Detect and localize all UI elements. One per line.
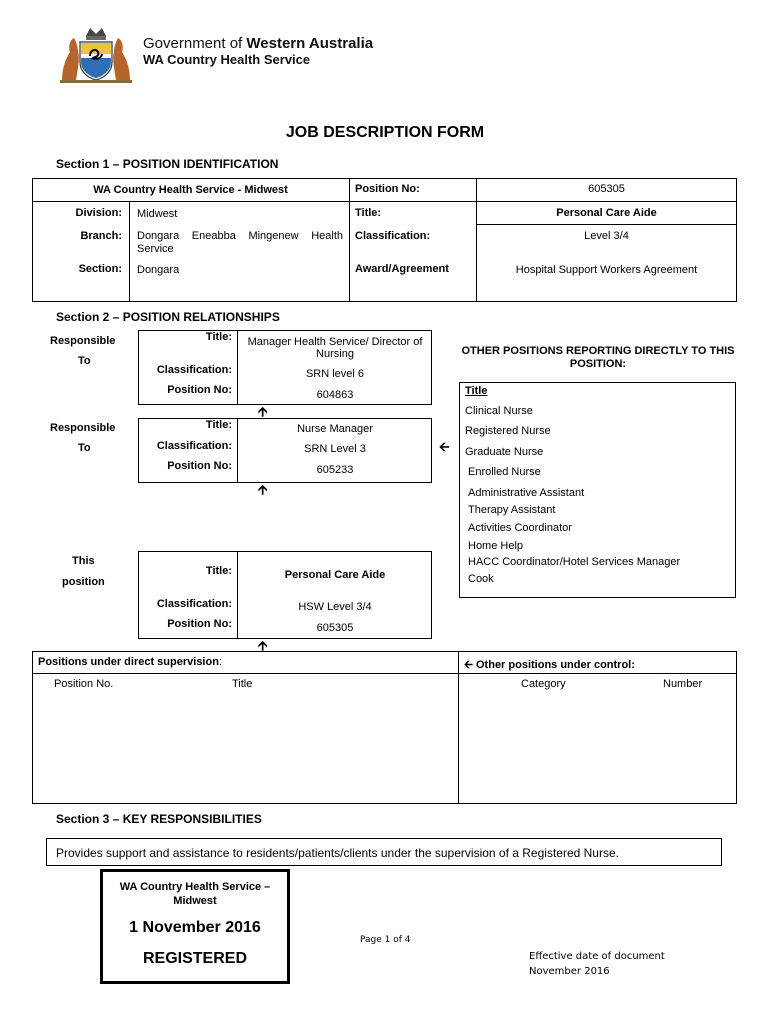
position-no-value: 605305 [588,183,625,195]
page-title: JOB DESCRIPTION FORM [285,124,485,141]
col-number: Number [663,678,703,690]
list-item: Home Help [468,540,524,552]
box1-class-label: Classification: [156,364,232,376]
box3-title-label: Title: [205,565,232,577]
list-item: Administrative Assistant [468,487,585,499]
branch-label: Branch: [80,230,122,242]
box3-posno-label: Position No: [167,618,232,630]
list-item: Graduate Nurse [465,446,544,458]
section2-heading: Section 2 – POSITION RELATIONSHIPS [56,310,280,324]
position-label: position [62,576,105,588]
stamp-date: 1 November 2016 [129,919,261,936]
col-position-no: Position No. [54,678,114,690]
arrow-left-icon-small: 🡨 [464,659,473,671]
position-no-label: Position No: [355,183,420,195]
box2-posno-label: Position No: [167,460,232,472]
box1-posno-value: 604863 [316,389,354,401]
to-label-1: To [78,355,91,367]
list-item: Registered Nurse [465,425,551,437]
classification-label: Classification: [355,230,431,242]
list-item: Therapy Assistant [468,504,556,516]
section-value: Dongara [137,264,180,276]
this-label: This [72,555,95,567]
award-value: Hospital Support Workers Agreement [515,264,698,276]
list-item: HACC Coordinator/Hotel Services Manager [468,556,681,568]
award-label: Award/Agreement [355,263,449,275]
list-item: Cook [468,573,494,585]
box2-title-value: Nurse Manager [297,423,373,435]
arrow-up-icon-2: 🡩 [258,482,268,497]
title-label: Title: [355,207,382,219]
list-item: Clinical Nurse [465,405,533,417]
box2-title-label: Title: [205,419,232,431]
division-label: Division: [75,207,122,219]
section1-heading: Section 1 – POSITION IDENTIFICATION [56,157,279,171]
box1-posno-label: Position No: [167,384,232,396]
section-label: Section: [78,263,122,275]
col-category: Category [521,678,566,690]
responsible-label-1: Responsible [50,335,116,347]
box2-class-value: SRN Level 3 [304,443,366,455]
arrow-up-icon-3: 🡩 [258,638,268,653]
to-label-2: To [78,442,91,454]
box3-class-label: Classification: [156,598,232,610]
other-positions-heading: OTHER POSITIONS REPORTING DIRECTLY TO THIS POSITION: [461,345,735,370]
effective-date: November 2016 [529,966,610,977]
arrow-up-icon: 🡩 [258,404,268,419]
box3-title-value: Personal Care Aide [284,569,386,581]
service-heading: WA Country Health Service [143,52,311,67]
list-item: Enrolled Nurse [468,466,541,478]
effective-label: Effective date of document [529,951,665,962]
box2-posno-value: 605233 [316,464,354,476]
org-name: WA Country Health Service - Midwest [93,184,288,196]
box3-class-value: HSW Level 3/4 [298,601,372,613]
arrow-left-icon: 🡨 [439,439,450,454]
box1-title-value: Manager Health Service/ Director of Nursing [247,336,423,360]
section3-heading: Section 3 – KEY RESPONSIBILITIES [56,812,262,826]
key-responsibilities-text: Provides support and assistance to residents/patients/clients under the supervision of a Registered Nurse. [56,846,619,860]
col-title: Title [232,678,253,690]
branch-value: Dongara Eneabba Mingenew Health Service [137,230,343,255]
classification-value: Level 3/4 [584,230,629,242]
list-item: Activities Coordinator [468,522,572,534]
box2-class-label: Classification: [156,440,232,452]
other-title-header: Title [465,385,488,397]
box3-posno-value: 605305 [316,622,354,634]
responsible-label-2: Responsible [50,422,116,434]
wa-government-crest-icon [56,24,136,84]
under-supervision-heading: Positions under direct supervision: [38,656,222,668]
page-number: Page 1 of 4 [360,935,411,945]
stamp-org: WA Country Health Service – Midwest [119,881,271,907]
box1-class-value: SRN level 6 [305,368,365,380]
government-heading: Government of Western Australia [143,35,374,52]
other-control-heading: 🡨 Other positions under control: [464,659,635,671]
title-value: Personal Care Aide [556,207,657,219]
stamp-status: REGISTERED [142,950,247,967]
division-value: Midwest [137,208,178,220]
box1-title-label: Title: [205,331,232,343]
